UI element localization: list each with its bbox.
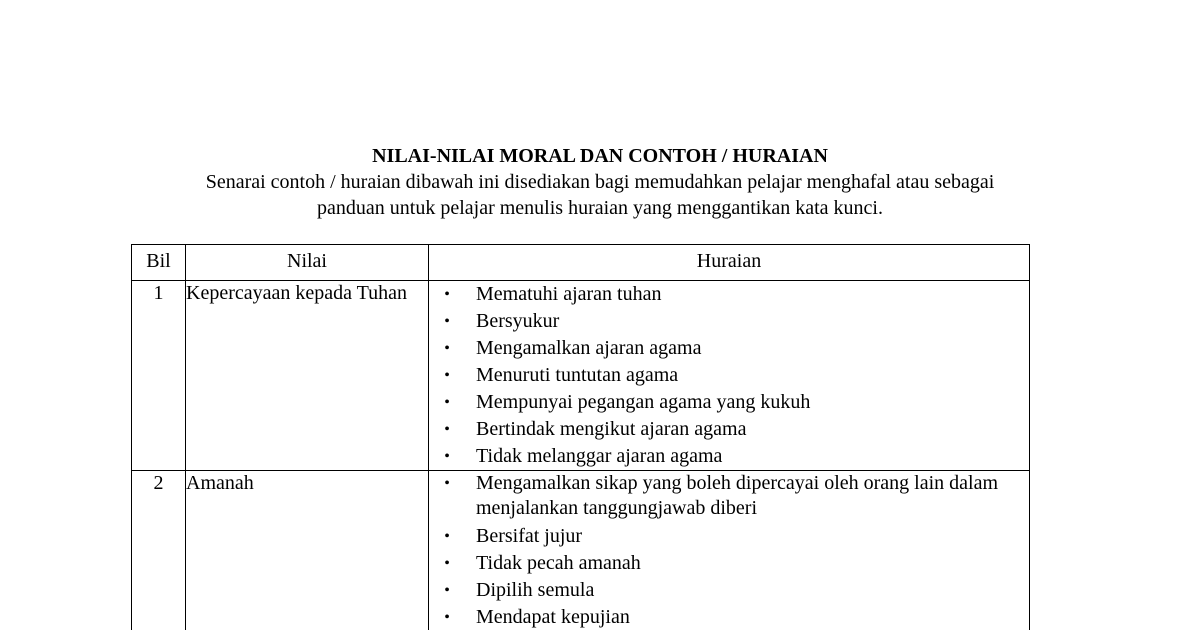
list-item-text: Mendapat kepujian [476, 606, 630, 628]
table-row [132, 471, 1030, 630]
value-name: Amanah [186, 471, 429, 630]
list-item-text: Mematuhi ajaran tuhan [476, 283, 662, 305]
list-item [429, 389, 1029, 416]
list-item [429, 577, 1029, 604]
list-item [429, 308, 1029, 335]
document-title: NILAI-NILAI MORAL DAN CONTOH / HURAIAN [372, 145, 828, 167]
bullet-icon: • [444, 394, 450, 411]
bullet-icon: • [444, 528, 450, 545]
list-item-text: Bertindak mengikut ajaran agama [476, 418, 747, 440]
list-item-text: Mempunyai pegangan agama yang kukuh [476, 391, 811, 413]
bullet-icon: • [444, 582, 450, 599]
bullet-icon: • [444, 313, 450, 330]
list-item [429, 416, 1029, 443]
list-item [429, 471, 1029, 523]
bullet-icon: • [444, 340, 450, 357]
row-number: 2 [132, 471, 186, 630]
table-row [132, 281, 1030, 471]
list-item-text: Tidak pecah amanah [476, 552, 641, 574]
bullet-icon: • [444, 475, 450, 492]
document-subtitle-line-1: Senarai contoh / huraian dibawah ini disediakan bagi memudahkan pelajar menghafal atau sebagai [205, 171, 995, 193]
description-cell [429, 281, 1030, 471]
list-item-text: Mengamalkan sikap yang boleh dipercayai oleh orang lain dalam menjalankan tanggungjawab diberi [476, 472, 999, 519]
list-item-text: Dipilih semula [476, 579, 595, 601]
list-item-text: Bersyukur [476, 310, 560, 332]
bullet-icon: • [444, 421, 450, 438]
header-huraian: Huraian [429, 245, 1030, 281]
header-nilai: Nilai [186, 245, 429, 281]
list-item [429, 362, 1029, 389]
list-item [429, 604, 1029, 630]
description-cell [429, 471, 1030, 630]
bullet-icon: • [444, 609, 450, 626]
value-name: Kepercayaan kepada Tuhan [186, 281, 429, 471]
list-item [429, 335, 1029, 362]
list-item-text: Bersifat jujur [476, 525, 583, 547]
list-item-text: Menuruti tuntutan agama [476, 364, 679, 386]
header-bil: Bil [132, 245, 186, 281]
list-item-text: Mengamalkan ajaran agama [476, 337, 702, 359]
row-number: 1 [132, 281, 186, 471]
description-list [429, 471, 1029, 630]
list-item [429, 281, 1029, 308]
bullet-icon: • [444, 448, 450, 465]
document-subtitle-line-2: panduan untuk pelajar menulis huraian yang menggantikan kata kunci. [317, 197, 883, 219]
bullet-icon: • [444, 367, 450, 384]
moral-values-table [131, 244, 1030, 630]
bullet-icon: • [444, 555, 450, 572]
description-list [429, 281, 1029, 470]
list-item [429, 443, 1029, 470]
table-header-row [132, 245, 1030, 281]
list-item-text: Tidak melanggar ajaran agama [476, 445, 723, 467]
list-item [429, 523, 1029, 550]
bullet-icon: • [444, 286, 450, 303]
list-item [429, 550, 1029, 577]
